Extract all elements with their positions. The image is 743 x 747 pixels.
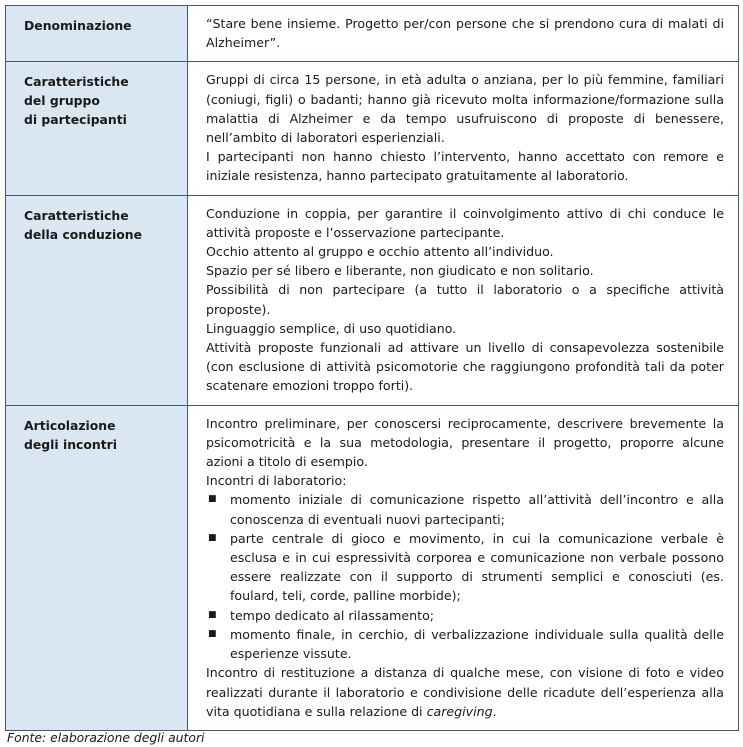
square-bullet-icon: ■ bbox=[208, 494, 217, 505]
list-item bbox=[206, 529, 724, 606]
list-item-text: momento iniziale di comunicazione rispetto all’attività dell’incontro e alla conoscenza di eventuali nuovi partecipanti; bbox=[230, 492, 724, 527]
row-content-conduzione bbox=[188, 195, 739, 405]
list-item bbox=[206, 490, 724, 528]
list-item-text: tempo dedicato al rilassamento; bbox=[230, 607, 435, 623]
table-row-incontri bbox=[6, 405, 739, 730]
closing-text: Incontro di restituzione a distanza di qualche mese, con visione di foto e video realizzati durante il laboratorio e condivisione delle ricadute dell’esperienza alla vita quotidiana e sulla relazione di bbox=[206, 665, 724, 719]
lab-activities-list bbox=[206, 490, 724, 663]
paragraph: I partecipanti non hanno chiesto l’intervento, hanno accettato con remore e iniziale resistenza, hanno partecipato gratuitamente al laboratorio. bbox=[206, 149, 724, 184]
list-item bbox=[206, 625, 724, 663]
list-item-text: momento finale, in cerchio, di verbalizzazione individuale sulla qualità delle esperienze vissute. bbox=[230, 626, 724, 662]
row-content-incontri bbox=[188, 405, 739, 730]
list-item bbox=[206, 606, 724, 625]
square-bullet-icon: ■ bbox=[208, 609, 217, 620]
row-label-denominazione: Denominazione bbox=[6, 6, 188, 62]
square-bullet-icon: ■ bbox=[208, 628, 217, 639]
paragraph: Spazio per sé libero e liberante, non giudicato e non solitario. bbox=[206, 263, 594, 279]
project-title-text: “Stare bene insieme. Progetto per/con persone che si prendono cura di malati di Alzheimer”. bbox=[206, 16, 724, 51]
paragraph: Conduzione in coppia, per garantire il coinvolgimento attivo di chi conduce le attività proposte e l’osservazione partecipante. bbox=[206, 205, 724, 240]
paragraph: Occhio attento al gruppo e occhio attento all’individuo. bbox=[206, 244, 554, 260]
list-item-text: parte centrale di gioco e movimento, in cui la comunicazione verbale è esclusa e in cui espressività corporea e comunicazione non verbale possono essere realizzate con il supporto di strumenti semplici e conosciuti (es. foulard, teli, corde, palline morbide); bbox=[230, 530, 724, 604]
square-bullet-icon: ■ bbox=[208, 532, 217, 543]
row-label-partecipanti: Caratteristiche del gruppo di partecipanti bbox=[6, 62, 188, 195]
paragraph bbox=[206, 663, 724, 721]
row-label-conduzione: Caratteristiche della conduzione bbox=[6, 195, 188, 405]
paragraph: Incontro preliminare, per conoscersi reciprocamente, descrivere brevemente la psicomotricità e la sua metodologia, presentare il progetto, proporre alcune azioni a titolo di esempio. bbox=[206, 415, 724, 470]
paragraph: Linguaggio semplice, di uso quotidiano. bbox=[206, 320, 457, 336]
table-row-partecipanti bbox=[6, 62, 739, 195]
row-content-denominazione bbox=[188, 6, 739, 62]
row-label-incontri: Articolazione degli incontri bbox=[6, 405, 188, 730]
row-content-partecipanti bbox=[188, 62, 739, 195]
paragraph: Incontri di laboratorio: bbox=[206, 473, 347, 489]
paragraph: Attività proposte funzionali ad attivare un livello di consapevolezza sostenibile (con esclusione di attività psicomotorie che raggiungono profondità tali da poter scatenare emozioni troppo forti). bbox=[206, 340, 724, 394]
source-note: Fonte: elaborazione degli autori bbox=[7, 730, 205, 745]
closing-end: . bbox=[492, 703, 497, 719]
table-row-denominazione bbox=[6, 6, 739, 62]
table-row-conduzione bbox=[6, 195, 739, 405]
project-summary-table bbox=[5, 5, 739, 731]
caregiving-emphasis: caregiving bbox=[426, 703, 493, 719]
paragraph: Gruppi di circa 15 persone, in età adulta o anziana, per lo più femmine, familiari (coniugi, figli) o badanti; hanno già ricevuto molta informazione/formazione sulla malattia di Alzheimer e da tempo usufruiscono di proposte di benessere, nell’ambito di laboratori esperienziali. bbox=[206, 72, 724, 146]
paragraph: Possibilità di non partecipare (a tutto il laboratorio o a specifiche attività proposte). bbox=[206, 282, 724, 317]
